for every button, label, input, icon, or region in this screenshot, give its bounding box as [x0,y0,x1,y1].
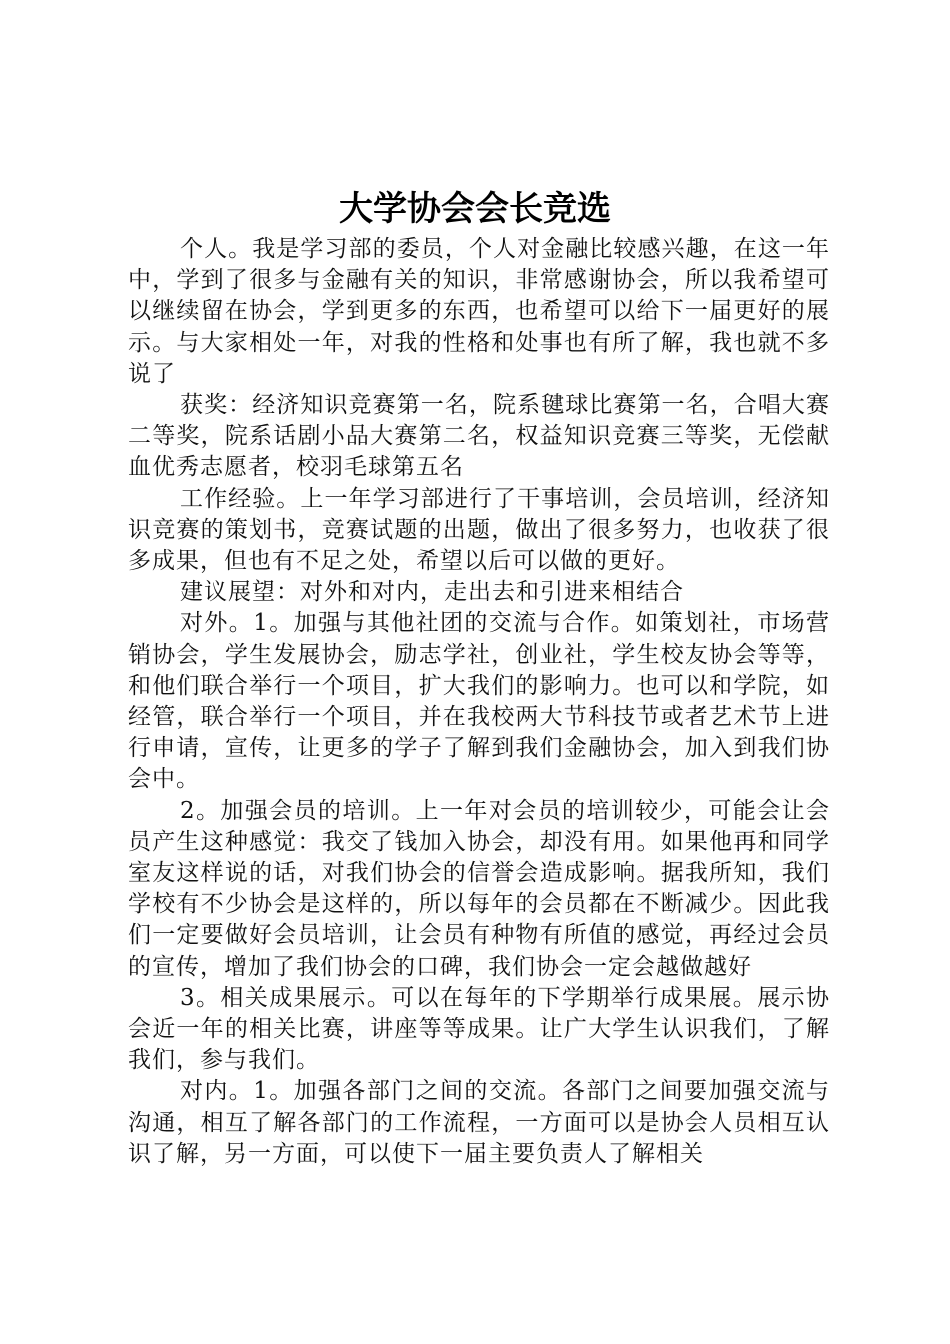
document-title: 大学协会会长竞选 [339,189,611,229]
paragraph-suggestions-heading: 建议展望：对外和对内，走出去和引进来相结合 [180,579,684,606]
paragraph-external-2: 2。加强会员的培训。上一年对会员的培训较少，可能会让会员产生这种感觉：我交了钱加入协会，却没有用。如果他再和同学室友这样说的话，对我们协会的信誉会造成影响。据我所知，我们学校有不少协会是这样的，所以每年的会员都在不断减少。因此我们一定要做好会员培训，让会员有种物有所值的感觉，再经过会员的宣传，增加了我们协会的口碑，我们协会一定会越做越好 [128,797,830,980]
paragraph-awards: 获奖：经济知识竞赛第一名，院系毽球比赛第一名，合唱大赛二等奖，院系话剧小品大赛第二名，权益知识竞赛三等奖，无偿献血优秀志愿者，校羽毛球第五名 [128,392,830,481]
document-body [128,234,830,1170]
paragraph-personal-intro: 个人。我是学习部的委员，个人对金融比较感兴趣，在这一年中，学到了很多与金融有关的知识，非常感谢协会，所以我希望可以继续留在协会，学到更多的东西，也希望可以给下一届更好的展示。与大家相处一年，对我的性格和处事也有所了解，我也就不多说了 [128,236,830,387]
paragraph-work-experience: 工作经验。上一年学习部进行了干事培训，会员培训，经济知识竞赛的策划书，竞赛试题的出题，做出了很多努力，也收获了很多成果，但也有不足之处，希望以后可以做的更好。 [128,485,830,575]
paragraph-external-3: 3。相关成果展示。可以在每年的下学期举行成果展。展示协会近一年的相关比赛，讲座等等成果。让广大学生认识我们，了解我们，参与我们。 [128,984,830,1074]
paragraph-external-1: 对外。1。加强与其他社团的交流与合作。如策划社，市场营销协会，学生发展协会，励志学社，创业社，学生校友协会等等，和他们联合举行一个项目，扩大我们的影响力。也可以和学院，如经管，联合举行一个项目，并在我校两大节科技节或者艺术节上进行申请，宣传，让更多的学子了解到我们金融协会，加入到我们协会中。 [128,610,830,793]
paragraph-internal-1: 对内。1。加强各部门之间的交流。各部门之间要加强交流与沟通，相互了解各部门的工作流程，一方面可以是协会人员相互认识了解，另一方面，可以使下一届主要负责人了解相关 [128,1078,830,1167]
